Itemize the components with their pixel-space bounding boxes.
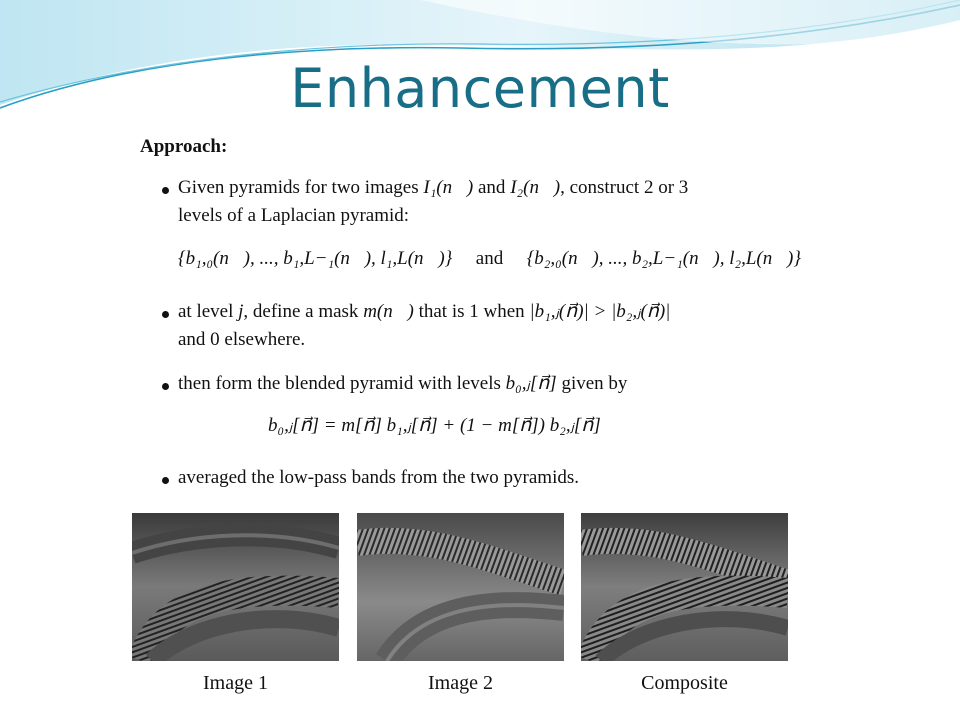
image-2-photo — [357, 513, 564, 661]
approach-heading: Approach: — [140, 136, 228, 157]
bullet-1-line-1 — [178, 174, 688, 202]
image-1-caption: Image 1 — [203, 672, 268, 694]
pyramid-set-equation — [178, 248, 801, 270]
bullet-2-line-1 — [178, 298, 670, 326]
set-equation-and: and — [475, 248, 504, 269]
bullet-2-condition: |b₁,ⱼ(n⃗)| > |b₂,ⱼ(n⃗)| — [529, 301, 671, 322]
composite-caption: Composite — [641, 672, 728, 694]
bullet-dot — [162, 187, 169, 194]
bullet-dot — [162, 477, 169, 484]
bullet-3-line-1 — [178, 370, 627, 398]
image-2-caption: Image 2 — [428, 672, 493, 694]
bullet-3-text-a: then form the blended pyramid with levels — [178, 373, 506, 394]
bullet-dot — [162, 311, 169, 318]
bullet-1-and: and — [473, 177, 511, 198]
bullet-dot — [162, 383, 169, 390]
bullet-1-text-a: Given pyramids for two images — [178, 177, 424, 198]
bullet-2-text-c: that is 1 when — [413, 301, 530, 322]
content-figure — [110, 130, 812, 705]
bullet-2-text-b: , define a mask — [243, 301, 364, 322]
composite-photo — [581, 513, 788, 661]
bullet-3-text-b: given by — [556, 373, 628, 394]
bullet-2-line-2: and 0 elsewhere. — [178, 329, 306, 350]
bullet-2-level-var: j — [238, 301, 244, 322]
bullet-4-line-1: averaged the low-pass bands from the two pyramids. — [178, 467, 580, 488]
slide-title: Enhancement — [290, 57, 670, 120]
bullet-1-line-2: levels of a Laplacian pyramid: — [178, 205, 410, 226]
bullet-2-mask: m(n⃗) — [363, 301, 414, 322]
bullet-1-text-b: , construct 2 or 3 — [560, 177, 689, 198]
bullet-1-symbol-i2: I₂(n⃗) — [510, 177, 561, 198]
blend-equation-text: b₀,ⱼ[n⃗] = m[n⃗] b₁,ⱼ[n⃗] + (1 − m[n⃗]) b₂,ⱼ[n⃗] — [268, 415, 601, 436]
bullet-3-symbol: b₀,ⱼ[n⃗] — [505, 373, 557, 394]
blend-equation — [268, 414, 601, 437]
bullet-2-text-a: at level — [178, 301, 239, 322]
set-equation-left: {b₁,₀(n⃗), ..., b₁,L−₁(n⃗), l₁,L(n⃗)} — [178, 248, 453, 269]
bullet-1-symbol-i1: I₁(n⃗) — [423, 177, 474, 198]
set-equation-right: {b₂,₀(n⃗), ..., b₂,L−₁(n⃗), l₂,L(n⃗)} — [526, 248, 801, 269]
image-1-photo — [132, 513, 339, 661]
